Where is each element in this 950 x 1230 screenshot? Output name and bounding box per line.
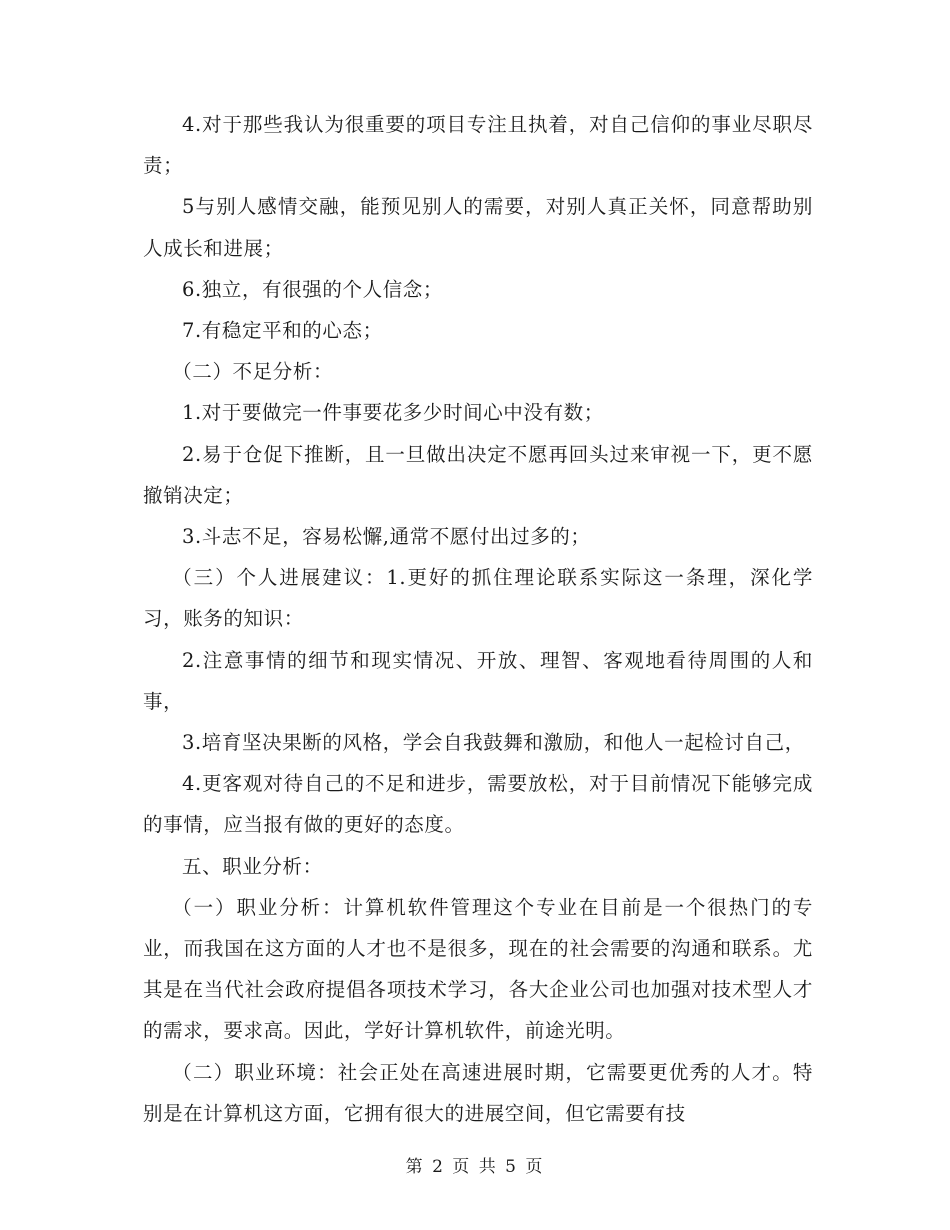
page-footer xyxy=(0,1152,950,1177)
paragraph-weakness-2: 2.易于仓促下推断，且一旦做出决定不愿再回头过来审视一下，更不愿撤销决定； xyxy=(143,442,813,507)
paragraph-strength-7: 7.有稳定平和的心态； xyxy=(182,319,383,343)
paragraph-career-environment: （二）职业环境：社会正处在高速进展时期，它需要更优秀的人才。特别是在计算机这方面，它拥有很大的进展空间，但它需要有技 xyxy=(143,1060,813,1125)
paragraph-strength-4: 4.对于那些我认为很重要的项目专注且执着，对自己信仰的事业尽职尽责； xyxy=(143,113,813,178)
paragraph-weakness-3: 3.斗志不足，容易松懈,通常不愿付出过多的； xyxy=(182,525,591,549)
section-heading-weakness: （二）不足分析： xyxy=(172,360,334,384)
document-body xyxy=(143,104,813,1134)
paragraph-suggestion-2: 2.注意事情的细节和现实情况、开放、理智、客观地看待周围的人和事， xyxy=(143,648,813,713)
paragraph-strength-5: 5与别人感情交融，能预见别人的需要，对别人真正关怀，同意帮助别人成长和进展； xyxy=(143,195,813,260)
paragraph-strength-6: 6.独立，有很强的个人信念； xyxy=(182,277,444,301)
page-number: 第 2 页 共 5 页 xyxy=(405,1157,545,1177)
paragraph-career-analysis: （一）职业分析：计算机软件管理这个专业在目前是一个很热门的专业，而我国在这方面的人才也不是很多，现在的社会需要的沟通和联系。尤其是在当代社会政府提倡各项技术学习，各大企业公司也加强对技术型人才的需求，要求高。因此，学好计算机软件，前途光明。 xyxy=(143,895,813,1043)
paragraph-suggestion-3: 3.培育坚决果断的风格，学会自我鼓舞和激励，和他人一起检讨自己， xyxy=(182,731,805,755)
section-heading-career: 五、职业分析： xyxy=(182,854,323,878)
paragraph-weakness-1: 1.对于要做完一件事要花多少时间心中没有数； xyxy=(182,401,604,425)
paragraph-suggestion-4: 4.更客观对待自己的不足和进步，需要放松，对于目前情况下能够完成的事情，应当报有做的更好的态度。 xyxy=(143,772,813,837)
paragraph-suggestion-1: （三）个人进展建议：1.更好的抓住理论联系实际这一条理，深化学习，账务的知识： xyxy=(143,566,813,631)
